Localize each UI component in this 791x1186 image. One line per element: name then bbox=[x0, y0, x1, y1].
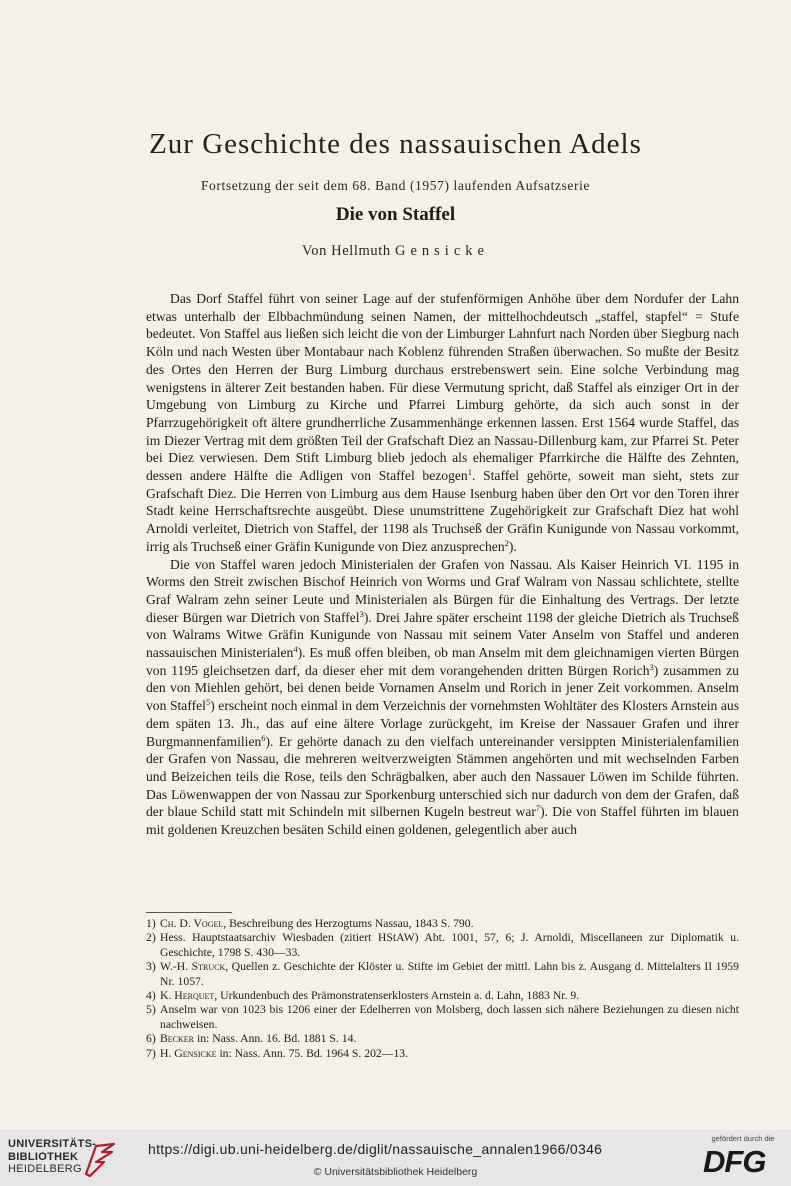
footnote: 7) H. Gensicke in: Nass. Ann. 75. Bd. 1964 S. 202—13. bbox=[146, 1046, 409, 1060]
footnote-ref[interactable]: 3 bbox=[359, 608, 364, 619]
footnote-ref[interactable]: 2 bbox=[504, 537, 509, 548]
library-name: UNIVERSITÄTS- BIBLIOTHEK HEIDELBERG bbox=[8, 1138, 97, 1175]
section-title: Die von Staffel bbox=[335, 204, 456, 225]
dfg-logo[interactable] bbox=[703, 1134, 783, 1182]
footnote: 6) Becker in: Nass. Ann. 16. Bd. 1881 S. 14. bbox=[146, 1032, 357, 1046]
paragraph: Das Dorf Staffel führt von seiner Lage auf der stufenförmigen Anhöhe über dem Nordufer der Lahn etwas unterhalb der Elbbachmündung seinen Namen, der mittelhochdeutsch „staffel, stapfel“ = Stufe bedeutet. Von Staffel aus ließen sich leicht die von der Limburger Lahnfurt nach Norden über Siegburg nach Köln und nach Westen über Montabaur nach Koblenz führenden Straßen überwachen. So mußte der Besitz des Ortes den Herren der Burg Limburg durchaus erstrebenswert sein. Eine solche Verbindung mag wenigstens in älterer Zeit bestanden haben. Für diese Vermutung spricht, daß Staffel als einziger Ort in der Umgebung von Limburg zu Kirche und Pfarrei Limburg gehörte, da sich auch sonst in der Pfarrzugehörigkeit oft ältere grundherrliche Zusammenhänge erkennen lassen. Erst 1564 wurde Staffel, das im Diezer Vertrag mit dem größten Teil der Grafschaft Diez an Nassau-Dillenburg kam, zur Pfarrei St. Peter bei Diez verwiesen. Dem Stift Limburg blieb jedoch als ehemaliger Pfarrkirche die Hälfte des Zehnten, dessen andere Hälfte die Adligen von Staffel bezogen$^1$. Staffel gehörte, soweit man sieht, stets zur Grafschaft Diez. Die Herren von Limburg aus dem Hause Isenburg haben über den Ort vor den Toren ihrer Stadt keine Herrschaftsrechte ausgeübt. Diese unumstrittene Zugehörigkeit zur Grafschaft Diez hat wohl Arnoldi verleitet, Dietrich von Staffel, der 1198 als Truchseß der Gräfin Kunigunde von Nassau vorkommt, irrig als Truchseß einer Gräfin Kunigunde von Diez anzusprechen$^2$). bbox=[146, 291, 739, 554]
article-body bbox=[146, 290, 739, 839]
footnote-ref[interactable]: 4 bbox=[293, 644, 298, 655]
footnote-ref[interactable]: 6 bbox=[261, 732, 266, 743]
paragraph: Die von Staffel waren jedoch Ministerialen der Grafen von Nassau. Als Kaiser Heinrich VI. 1195 in Worms den Streit zwischen Bischof Heinrich von Worms und Graf Walram von Nassau schlichtete, stellte Graf Walram zehn seiner Leute und Ministerialen als Bürgen für die Einhaltung des Vertrags. Der letzte dieser Bürgen war Dietrich von Staffel$^3$). Drei Jahre später erscheint 1198 der gleiche Dietrich als Truchseß von Walrams Witwe Gräfin Kunigunde von Nassau mit seinem Vater Anselm von Staffel und anderen nassauischen Ministerialen$^4$). Es muß offen bleiben, ob man Anselm mit dem gleichnamigen vierten Bürgen von 1195 gleichsetzen darf, da dieser eher mit dem vorangehenden dritten Bürgen Rorich$^3$) zusammen zu den von Miehlen gehört, bei denen beide Vornamen Anselm und Rorich in jener Zeit vorkommen. Anselm von Staffel$^5$) erscheint noch einmal in dem Verzeichnis der vornehmsten Wohltäter des Klosters Arnstein aus dem späten 13. Jh., das auf eine ältere Vorlage zurückgeht, im Kreise der Nassauer Grafen und ihrer Burgmannenfamilien$^6$). Er gehörte danach zu den vielfach untereinander versippten Ministerialenfamilien der Grafen von Nassau, die mehreren weitverzweigten Stämmen angehörten und mit wechselnden Farben und Beizeichen teils die Rose, teils den Schrägbalken, aber auch den Nassauer Löwen im Schilde führten. Das Löwenwappen der von Nassau zur Sporkenburg unterschied sich nur dadurch von dem der Grafen, daß der blaue Schild statt mit Schindeln mit silbernen Kugeln bestreut war$^7$). Die von Staffel führten im blauen mit goldenen Kreuzchen besäten Schild einen goldenen, gelegentlich aber auch bbox=[146, 556, 739, 838]
footnote: 4) K. Herquet, Urkundenbuch des Prämonstratenserklosters Arnstein a. d. Lahn, 1883 Nr. 9. bbox=[146, 989, 580, 1003]
footnote: 5) Anselm war von 1023 bis 1206 einer der Edelherren von Molsberg, doch lassen sich nähere Beziehungen zu diesen nicht nachweisen. bbox=[146, 1003, 739, 1031]
footnote-ref[interactable]: 1 bbox=[467, 467, 472, 478]
footnotes bbox=[146, 917, 739, 1061]
permalink-url[interactable]: https://digi.ub.uni-heidelberg.de/diglit/nassauische_annalen1966/0346 bbox=[148, 1141, 603, 1157]
footnote-ref[interactable]: 7 bbox=[535, 803, 541, 814]
author-line bbox=[0, 243, 791, 260]
footnote-ref[interactable]: 3 bbox=[649, 661, 654, 672]
article-title: Zur Geschichte des nassauischen Adels bbox=[149, 128, 642, 160]
viewer-footer bbox=[0, 1130, 791, 1186]
footnote: 2) Hess. Hauptstaatsarchiv Wiesbaden (zitiert HStAW) Abt. 1001, 57, 6; J. Arnoldi, Miscellaneen zur Diplomatik u. Geschichte, 1798 S. 430—33. bbox=[146, 931, 739, 959]
footnote-divider bbox=[146, 912, 232, 913]
copyright-notice: © Universitätsbibliothek Heidelberg bbox=[313, 1166, 478, 1178]
dfg-wordmark: DFG bbox=[703, 1144, 766, 1179]
footnote-ref[interactable]: 5 bbox=[205, 697, 211, 708]
footnote: 1) Ch. D. Vogel, Beschreibung des Herzogtums Nassau, 1843 S. 790. bbox=[146, 917, 474, 930]
article-subtitle: Fortsetzung der seit dem 68. Band (1957) laufenden Aufsatzserie bbox=[200, 178, 591, 193]
author-surname: Gensicke bbox=[394, 243, 489, 259]
footnote: 3) W.-H. Struck, Quellen z. Geschichte der Klöster u. Stifte im Gebiet der mittl. Lahn bis z. Ausgang d. Mittelalters II 1959 Nr. 1057. bbox=[146, 960, 739, 988]
author-prefix: Von Hellmuth bbox=[302, 243, 391, 259]
dfg-funding-label: gefördert durch die bbox=[711, 1134, 775, 1143]
